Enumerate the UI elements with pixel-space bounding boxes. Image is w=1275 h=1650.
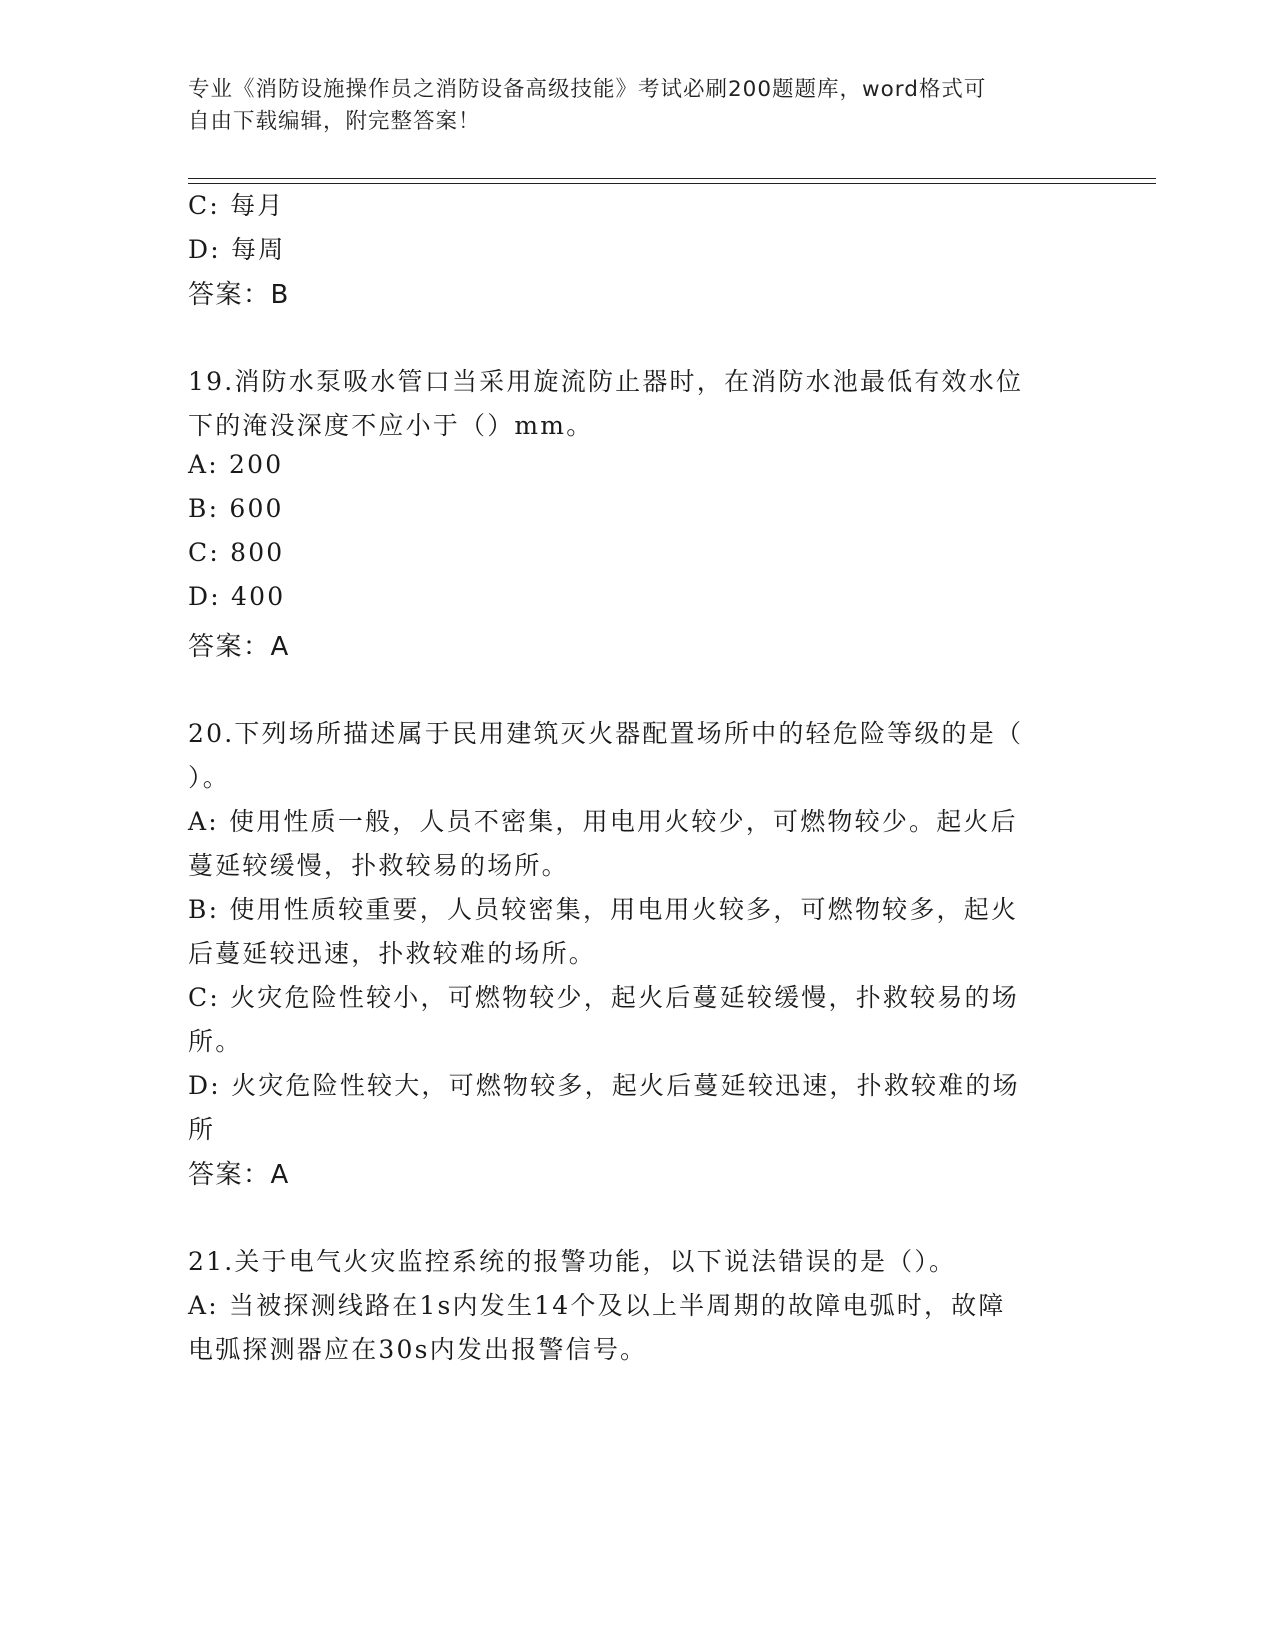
question-21-option-a: A: 当被探测线路在1s内发生14个及以上半周期的故障电弧时，故障 xyxy=(188,1291,1006,1320)
question-20-option-b: B: 使用性质较重要，人员较密集，用电用火较多，可燃物较多，起火 xyxy=(188,895,1019,924)
document-header xyxy=(188,74,1068,138)
question-20-stem-continued: ）。 xyxy=(188,763,230,792)
question-20-option-c: C: 火灾危险性较小，可燃物较少，起火后蔓延较缓慢，扑救较易的场 xyxy=(188,983,1019,1012)
question-19-stem: 19.消防水泵吸水管口当采用旋流防止器时，在消防水池最低有效水位 xyxy=(188,367,1024,396)
option-c: C: 每月 xyxy=(188,191,285,220)
question-20-option-a-continued: 蔓延较缓慢，扑救较易的场所。 xyxy=(188,851,569,880)
header-divider-top xyxy=(188,178,1156,179)
header-divider-bottom xyxy=(188,183,1156,184)
question-20-option-c-continued: 所。 xyxy=(188,1027,243,1056)
question-19-option-c: C: 800 xyxy=(188,538,285,567)
question-20-stem: 20.下列场所描述属于民用建筑灭火器配置场所中的轻危险等级的是（ xyxy=(188,719,1024,748)
question-19-option-b: B: 600 xyxy=(188,494,284,523)
header-line-2: 自由下载编辑，附完整答案！ xyxy=(188,109,481,134)
question-20-answer: 答案：A xyxy=(188,1160,290,1190)
question-20-option-b-continued: 后蔓延较迅速，扑救较难的场所。 xyxy=(188,939,597,968)
option-d: D: 每周 xyxy=(188,235,286,264)
question-20-option-d: D: 火灾危险性较大，可燃物较多，起火后蔓延较迅速，扑救较难的场 xyxy=(188,1071,1020,1100)
question-20-option-d-continued: 所 xyxy=(188,1115,216,1144)
question-20-option-a: A: 使用性质一般，人员不密集，用电用火较少，可燃物较少。起火后 xyxy=(188,807,1018,836)
answer: 答案：B xyxy=(188,280,290,310)
question-19-option-d: D: 400 xyxy=(188,582,286,611)
question-19-stem-continued: 下的淹没深度不应小于（）mm。 xyxy=(188,411,594,440)
question-21-stem: 21.关于电气火灾监控系统的报警功能，以下说法错误的是（）。 xyxy=(188,1247,957,1276)
header-line-1: 专业《消防设施操作员之消防设备高级技能》考试必刷200题题库，word格式可 xyxy=(188,77,987,102)
question-19-answer: 答案：A xyxy=(188,632,290,662)
question-21-option-a-continued: 电弧探测器应在30s内发出报警信号。 xyxy=(188,1335,648,1364)
question-19-option-a: A: 200 xyxy=(188,450,284,479)
